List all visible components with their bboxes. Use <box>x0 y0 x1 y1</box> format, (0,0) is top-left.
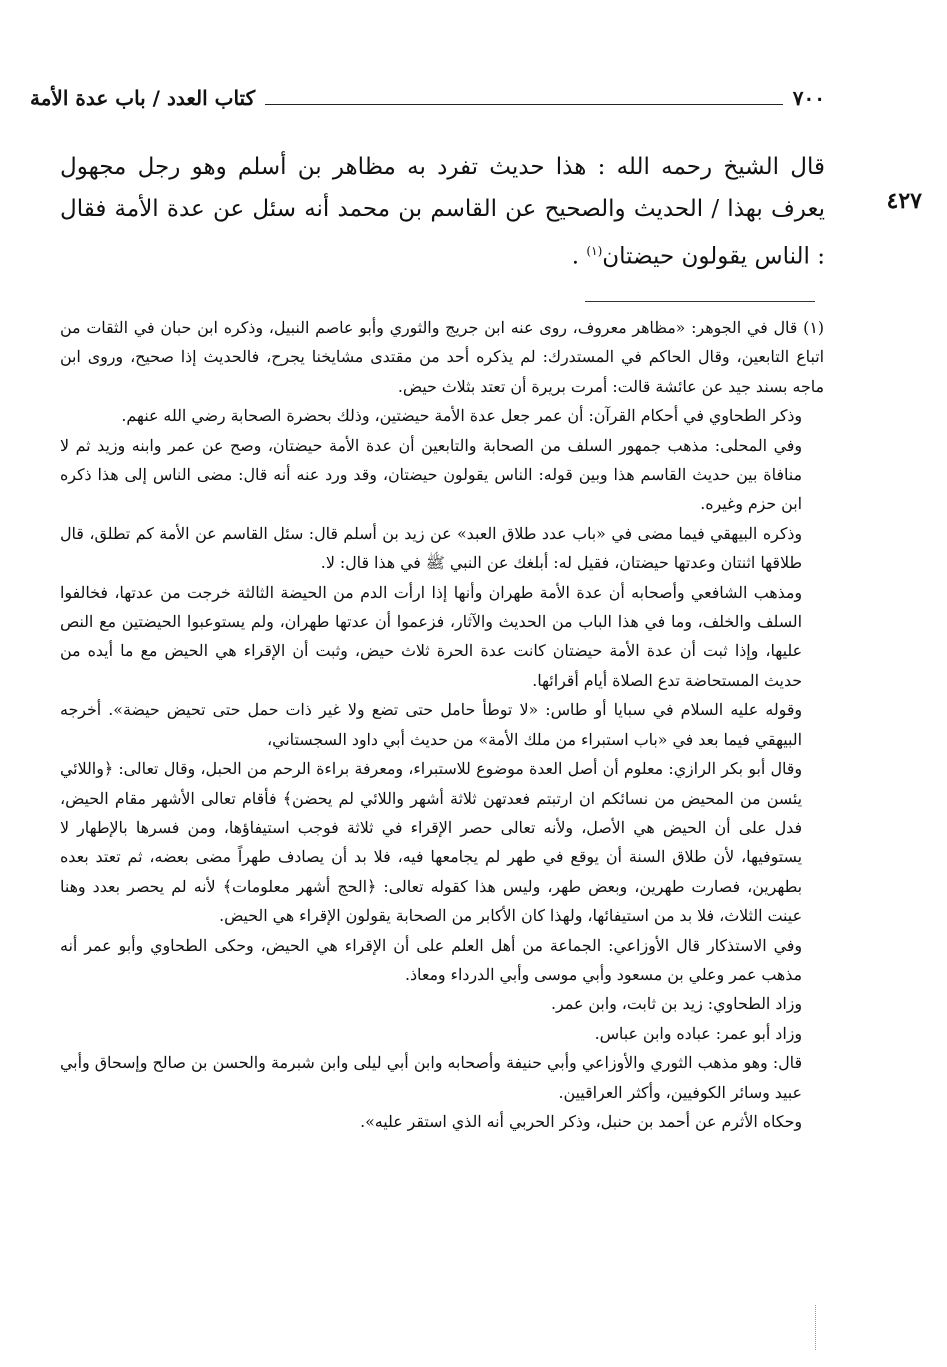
footnote-paragraph: وذكره البيهقي فيما مضى في «باب عدد طلاق العبد» عن زيد بن أسلم قال: سئل القاسم عن الأمة كم تطلق، قال طلاقها اثنتان وعدتها حيضتان، فقيل له: أبلغك عن النبي ﷺ في هذا قال: لا. <box>60 523 802 573</box>
page-number: ٧٠٠ <box>792 86 825 110</box>
main-paragraph-text: قال الشيخ رحمه الله : هذا حديث تفرد به مظاهر بن أسلم وهو رجل مجهول يعرف بهذا / الحديث والصحيح عن القاسم بن محمد أنه سئل عن عدة الأمة فقال : الناس يقولون حيضتان <box>60 154 825 270</box>
footnote-reference: (١) <box>586 244 603 258</box>
footnote-paragraph: وقال أبو بكر الرازي: معلوم أن أصل العدة موضوع للاستبراء، ومعرفة براءة الرحم من الحبل، وقال تعالى: ﴿واللائي يئسن من المحيض من نسائكم ان ارتبتم فعدتهن ثلاثة أشهر واللائي لم يحضن﴾ فأقام تعالى الأشهر مقام الحيض، فدل على أن الحيض هي الأصل، ولأنه تعالى حصر الإقراء في ثلاثة فوجب استيفاؤها، ومن فسرها بالإطهار لا يستوفيها، لأن طلاق السنة أن يوقع في طهر لم يجامعها فيه، فلا بد أن يصادف طهراً مضى بعضه، ثم تعتد بعده بطهرين، فصارت طهرين، وبعض طهر، وليس هذا كقوله تعالى: ﴿الحج أشهر معلومات﴾ لأنه لم يحصر بعدد وهنا عينت الثلاث، فلا بد من استيفائها، ولهذا كان الأكابر من الصحابة يقولون الإقراء هي الحيض. <box>60 759 802 926</box>
footnote-paragraph: وفي الاستذكار قال الأوزاعي: الجماعة من أهل العلم على أن الإقراء هي الحيض، وحكى الطحاوي وأبو عمر أنه مذهب عمر وعلي بن مسعود وأبي موسى وأبي الدرداء ومعاذ. <box>60 935 802 984</box>
footnote-paragraph: (١) قال في الجوهر: «مظاهر معروف، روى عنه ابن جريج والثوري وأبو عاصم النبيل، وذكره ابن حبان في الثقات من اتباع التابعين، وقال الحاكم في المستدرك: لم يذكره أحد من مقتدى مشايخنا يجرح، فالحديث إذا صحيح، وروى ابن ماجه بسند جيد عن عائشة قالت: أمرت بريرة أن تعتد بثلاث حيض. <box>60 318 824 396</box>
footnote-paragraph: وذكر الطحاوي في أحكام القرآن: أن عمر جعل عدة الأمة حيضتين، وذلك بحضرة الصحابة رضي الله عنهم. <box>121 406 802 426</box>
chapter-title: كتاب العدد / باب عدة الأمة <box>30 86 256 110</box>
running-header <box>30 86 825 116</box>
footnote-paragraph: قال: وهو مذهب الثوري والأوزاعي وأبي حنيفة وأصحابه وابن أبي ليلى وابن شبرمة والحسن بن صالح وإسحاق وأبي عبيد وسائر الكوفيين، وأكثر العراقيين. <box>60 1053 802 1102</box>
main-paragraph-end: . <box>571 243 587 270</box>
footnotes <box>60 313 824 1136</box>
footnote-paragraph: وزاد أبو عمر: عباده وابن عباس. <box>594 1023 802 1043</box>
footnote-paragraph: وفي المحلى: مذهب جمهور السلف من الصحابة والتابعين أن عدة الأمة حيضتان، وصح عن عمر وابنه وزيد ثم لا منافاة بين حديث القاسم هذا وبين قوله: الناس يقولون حيضتان، وقد ورد عنه أنه قال: مضى الناس إلى هذا ذكره ابن حزم وغيره. <box>60 435 802 514</box>
header-rule <box>265 94 783 105</box>
footnote-paragraph: ومذهب الشافعي وأصحابه أن عدة الأمة طهران وأنها إذا ارأت الدم من الحيضة الثالثة خرجت من عدتها، فخالفوا السلف والخلف، وما في هذا الباب من الحديث والآثار، فزعموا أن عدتها طهران، ولم يستوعبوا الحيضتين مع النص عليها، وإذا ثبت أن عدة الأمة حيضتان كانت عدة الحرة ثلاث حيض، وثبت أن الإقراء هي الحيض مع ما أيده من حديث المستحاضة تدع الصلاة أيام أقرائها. <box>60 582 802 690</box>
footnote-separator <box>585 301 815 302</box>
scan-artifact <box>815 1305 818 1350</box>
main-paragraph <box>60 146 825 278</box>
footnote-paragraph: وحكاه الأثرم عن أحمد بن حنبل، وذكر الحربي أنه الذي استقر عليه». <box>360 1111 802 1131</box>
margin-page-reference: ٤٢٧ <box>886 188 922 214</box>
footnote-paragraph: وزاد الطحاوي: زيد بن ثابت، وابن عمر. <box>551 994 802 1014</box>
main-text <box>60 146 825 278</box>
footnote-paragraph: وقوله عليه السلام في سبايا أو طاس: «لا توطأ حامل حتى تضع ولا غير ذات حمل حتى تحيض حيضة». أخرجه البيهقي فيما بعد في «باب استبراء من ملك الأمة» من حديث أبي داود السجستاني، <box>60 700 802 749</box>
